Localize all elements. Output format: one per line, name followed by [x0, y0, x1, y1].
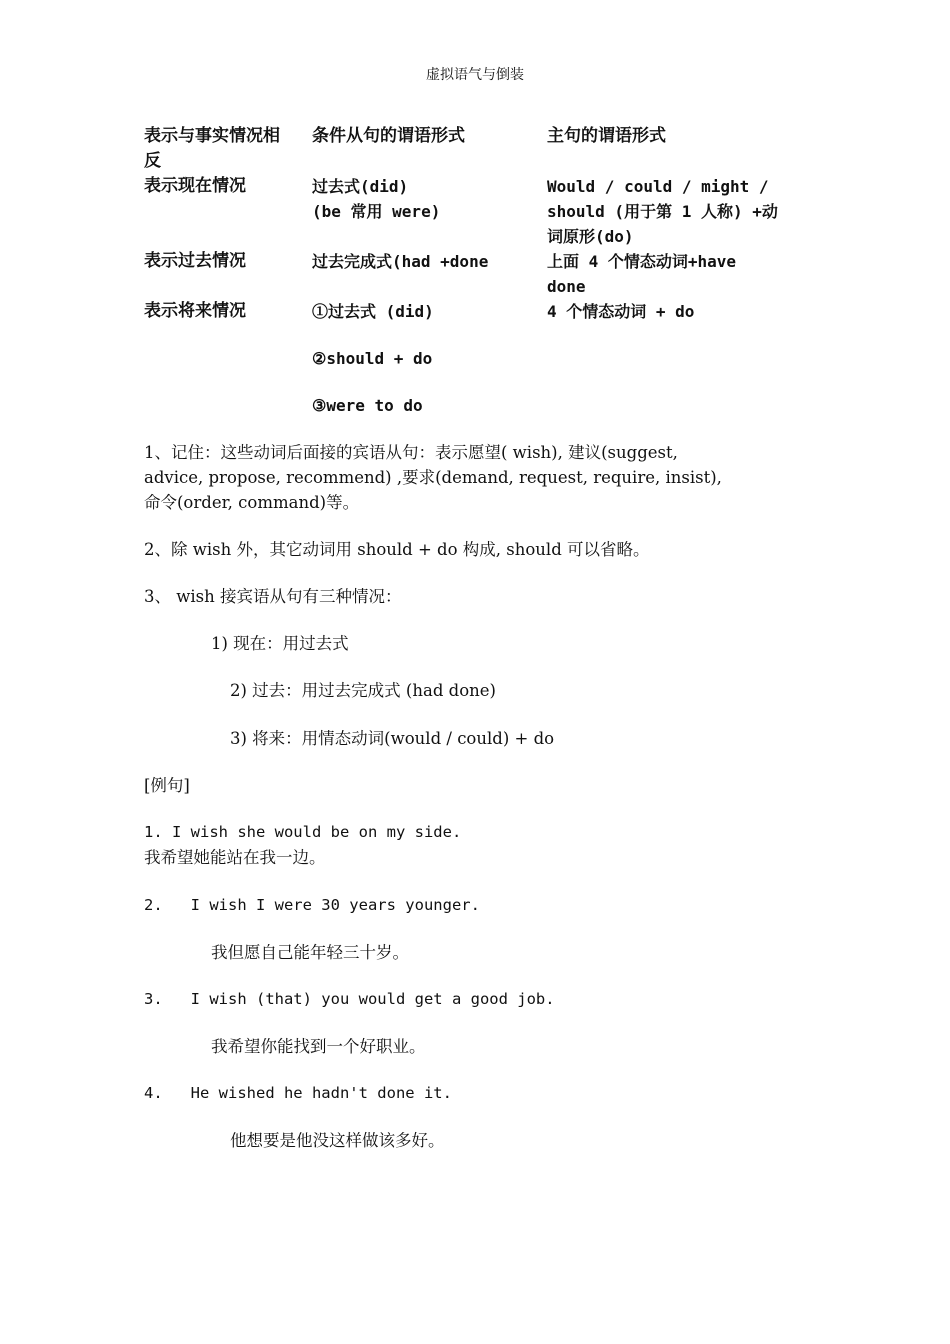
header-main: 主句的谓语形式	[547, 126, 666, 146]
row-main: 4 个情态动词 + do	[547, 302, 695, 321]
wish-case-past: 2) 过去：用过去完成式 (had done)	[230, 681, 496, 700]
note-3: 3、 wish 接宾语从句有三种情况：	[144, 587, 402, 606]
row-clause: 过去完成式(had +done	[312, 252, 489, 271]
row-situation: 表示将来情况	[144, 301, 246, 321]
table-header-row	[144, 124, 804, 174]
example-3-en: 3. I wish (that) you would get a good job.	[144, 990, 555, 1008]
example-4-en: 4. He wished he hadn't done it.	[144, 1084, 452, 1102]
example-2-en: 2. I wish I were 30 years younger.	[144, 896, 480, 914]
page-header-title: 虚拟语气与倒装	[426, 67, 524, 83]
row-situation: 表示过去情况	[144, 251, 246, 271]
example-4-zh: 他想要是他没这样做该多好。	[230, 1131, 445, 1150]
example-2-zh: 我但愿自己能年轻三十岁。	[211, 943, 409, 962]
table-row	[144, 249, 804, 299]
header-situation: 表示与事实情况相 反	[144, 126, 280, 171]
row-situation: 表示现在情况	[144, 176, 246, 196]
wish-case-future: 3) 将来：用情态动词(would / could) + do	[230, 729, 555, 748]
table-row	[144, 174, 804, 249]
row-main: 上面 4 个情态动词+have done	[547, 252, 737, 296]
row-clause: ①过去式 (did) ②should + do ③were to do	[312, 302, 434, 415]
row-main: Would / could / might / should (用于第 1 人称) +动 词原形(do)	[547, 177, 778, 246]
wish-case-present: 1) 现在：用过去式	[211, 634, 349, 653]
note-1: 1、记住：这些动词后面接的宾语从句：表示愿望( wish), 建议(suggest, advice, propose, recommend) ,要求(demand, request, require, insist), 命令(order, command)等。	[144, 443, 722, 512]
examples-heading: [例句]	[144, 776, 190, 795]
conditional-table	[144, 124, 804, 418]
example-1-zh: 我希望她能站在我一边。	[144, 848, 326, 867]
table-row	[144, 299, 804, 418]
note-2: 2、除 wish 外，其它动词用 should + do 构成, should 可以省略。	[144, 540, 650, 559]
header-clause: 条件从句的谓语形式	[312, 126, 465, 146]
row-clause: 过去式(did) (be 常用 were)	[312, 177, 441, 221]
example-3-zh: 我希望你能找到一个好职业。	[211, 1037, 426, 1056]
example-1-en: 1. I wish she would be on my side.	[144, 823, 462, 841]
